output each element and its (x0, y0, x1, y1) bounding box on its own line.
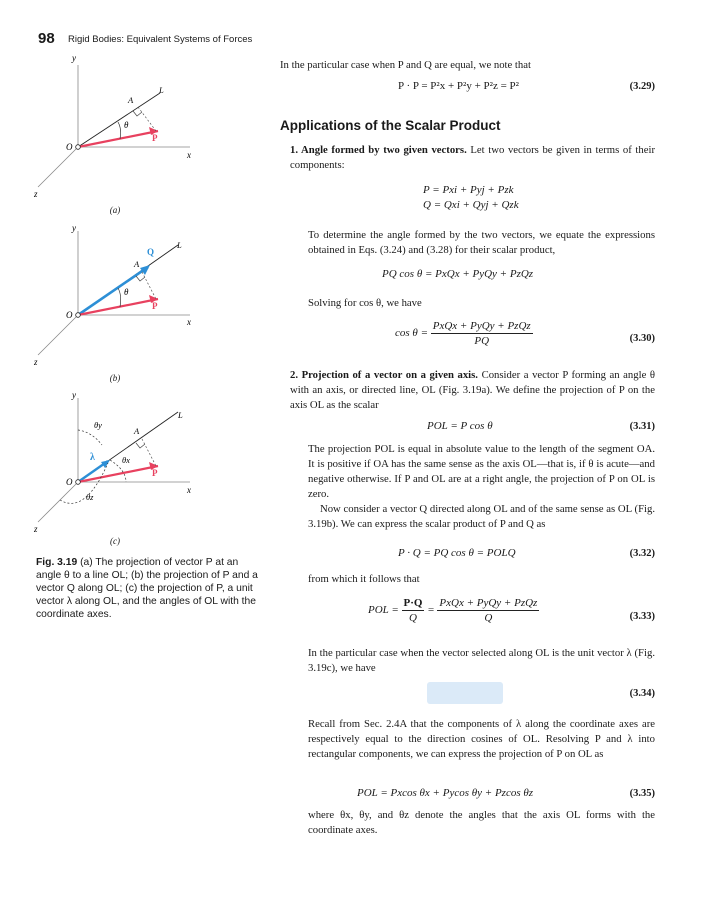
eq333-frac2-num: PxQx + PyQy + PzQz (439, 597, 538, 609)
label-x: x (187, 485, 191, 495)
figure-c-diagram (30, 390, 230, 550)
equation-3-33 (368, 597, 539, 624)
eq333-frac1-den: Q (409, 612, 417, 624)
theta-y-arc (78, 430, 102, 445)
intro-text: In the particular case when P and Q are equal, we note that (280, 59, 531, 71)
solving-text: Solving for cos θ, we have (308, 297, 422, 309)
item-2-heading: 2. Projection of a vector on a given axis. (290, 369, 478, 381)
eq333-equals: = (427, 604, 435, 617)
label-z: z (34, 189, 38, 199)
figure-a-diagram (30, 55, 230, 225)
label-L: L (178, 410, 183, 420)
page-number: 98 (38, 30, 55, 47)
equation-pq-cos: PQ cos θ = PxQx + PyQy + PzQz (382, 268, 534, 280)
label-theta: θ (124, 120, 129, 130)
equation-number-3-33: (3.33) (629, 611, 655, 622)
equation-number-3-31: (3.31) (629, 421, 655, 432)
intro-paragraph (280, 58, 655, 73)
figure-b-label: (b) (109, 373, 121, 383)
equation-number-3-29: (3.29) (629, 81, 655, 92)
eq330-numerator: PxQx + PyQy + PzQz (432, 320, 531, 332)
label-A: A (128, 95, 134, 105)
right-angle-mark (136, 443, 145, 448)
equation-number-3-34: (3.34) (629, 688, 655, 699)
vector-Q-head (140, 265, 150, 275)
equation-3-35: POL = Pxcos θx + Pycos θy + Pzcos θz (357, 787, 534, 799)
label-theta: θ (124, 287, 129, 297)
theta-arc (118, 288, 121, 307)
equation-3-32: P · Q = PQ cos θ = POLQ (398, 547, 516, 559)
eq330-denominator: PQ (474, 335, 490, 347)
equation-number-3-32: (3.32) (629, 548, 655, 559)
paragraph-direction-cosines-text: Recall from Sec. 2.4A that the components of λ along the coordinate axes are respectively equal to the direction cosines of OL. Resolving P and λ into rectangular components, we can express the projection of P on OL as (308, 718, 655, 760)
label-O: O (66, 310, 73, 320)
item-1 (290, 143, 655, 173)
label-lambda: λ (90, 452, 95, 463)
label-z: z (34, 357, 38, 367)
figure-a (30, 55, 220, 225)
paragraph-projection (308, 442, 655, 532)
equation-number-3-30: (3.30) (629, 333, 655, 344)
projection-line (142, 439, 156, 466)
label-theta-y: θy (94, 420, 102, 430)
paragraph-projection-text: The projection POL is equal in absolute value to the length of the segment OA. It is positive if OA has the same sense as the axis OL—that is, if θ is acute—and negative otherwise. If P and OL are at a right angle, the projection of P on OL is zero. (308, 443, 655, 500)
label-P: P (152, 301, 158, 311)
paragraph-unit-vector (308, 646, 655, 676)
follows-line (308, 572, 655, 587)
z-axis (38, 315, 78, 355)
item-1-heading: 1. Angle formed by two given vectors. (290, 144, 467, 156)
projection-line (138, 107, 156, 131)
label-z: z (34, 524, 38, 534)
paragraph-Q-text: Now consider a vector Q directed along OL and of the same sense as OL (Fig. 3.19b). We can express the scalar product of P and Q as (308, 503, 655, 530)
figure-c (30, 390, 220, 550)
label-L: L (177, 240, 182, 250)
origin-point (76, 313, 81, 318)
paragraph-angles-text: where θx, θy, and θz denote the angles that the axis OL forms with the coordinate axes. (308, 809, 655, 836)
label-y: y (72, 53, 76, 63)
paragraph-angle (308, 228, 655, 258)
equation-P-components: P = Pxi + Pyj + Pzk (423, 184, 514, 196)
follows-text: from which it follows that (308, 573, 420, 585)
label-y: y (72, 390, 76, 400)
z-axis (38, 147, 78, 187)
paragraph-unit-vector-text: In the particular case when the vector selected along OL is the unit vector λ (Fig. 3.19c), we have (308, 647, 655, 674)
theta-arc (118, 122, 121, 139)
label-P: P (152, 468, 158, 478)
equation-3-29: P · P = P²x + P²y + P²z = P² (398, 80, 519, 92)
right-angle-mark (136, 276, 145, 281)
solving-line (308, 296, 655, 311)
figure-c-label: (c) (110, 536, 120, 546)
vector-lambda-head (101, 460, 110, 468)
paragraph-angle-text: To determine the angle formed by the two vectors, we equate the expressions obtained in Eqs. (3.24) and (3.28) for their scalar product, (308, 229, 655, 256)
origin-point (76, 480, 81, 485)
eq333-frac2-den: Q (484, 612, 493, 624)
caption-label: Fig. 3.19 (36, 557, 78, 568)
label-A: A (134, 259, 140, 269)
label-x: x (187, 150, 191, 160)
eq333-lhs: POL = (368, 604, 399, 617)
equation-3-31: POL = P cos θ (427, 420, 493, 432)
item-1-text: Let two vectors be given in terms of their components: (290, 144, 656, 171)
eq333-frac1-num: P·Q (403, 597, 423, 609)
equation-3-30 (395, 320, 533, 347)
label-theta-x: θx (122, 455, 130, 465)
label-O: O (66, 142, 73, 152)
equation-3-34-placeholder (427, 682, 503, 704)
label-x: x (187, 317, 191, 327)
figure-b (30, 225, 220, 385)
paragraph-direction-cosines (308, 717, 655, 762)
running-title: Rigid Bodies: Equivalent Systems of Forces (68, 34, 253, 45)
figure-caption (36, 556, 266, 621)
label-y: y (72, 223, 76, 233)
equation-Q-components: Q = Qxi + Qyj + Qzk (423, 199, 519, 211)
label-P: P (152, 133, 158, 143)
label-Q: Q (147, 247, 155, 257)
right-angle-mark (133, 111, 142, 116)
z-axis (38, 482, 78, 522)
figure-b-diagram (30, 225, 230, 385)
section-title: Applications of the Scalar Product (280, 118, 501, 133)
figure-a-label: (a) (109, 205, 121, 215)
label-A: A (134, 426, 140, 436)
paragraph-angles (308, 808, 655, 838)
projection-line (142, 272, 156, 299)
eq330-lhs: cos θ = (395, 327, 428, 340)
item-2 (290, 368, 655, 413)
caption-text: (a) The projection of vector P at an angle θ to a line OL; (b) the projection of P and a vector Q along OL; (c) the projection of P, a unit vector λ along OL, and the angles of OL with the coordinate axes. (36, 557, 258, 620)
label-theta-z: θz (86, 492, 94, 502)
origin-point (76, 145, 81, 150)
label-O: O (66, 477, 73, 487)
equation-number-3-35: (3.35) (629, 788, 655, 799)
item-2-text: Consider a vector P forming an angle θ with an axis, or directed line, OL (Fig. 3.19a). We define the projection of P on the axis OL as the scalar (290, 369, 656, 411)
label-L: L (159, 85, 164, 95)
